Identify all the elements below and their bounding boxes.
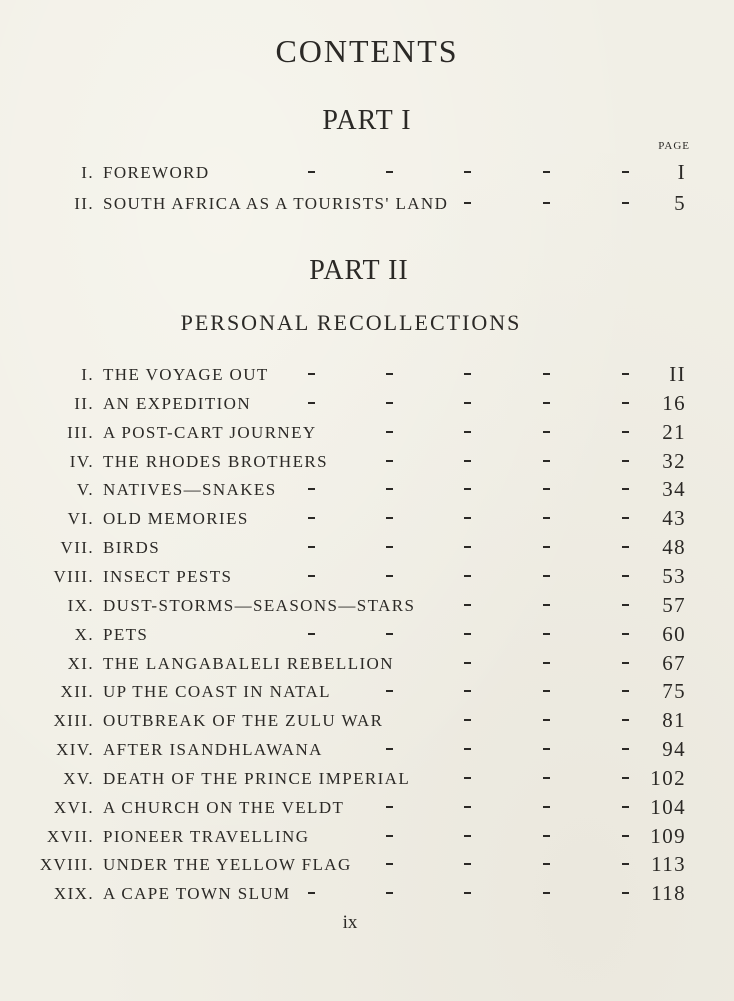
toc-entry[interactable] [0,390,734,422]
leader-dash [543,633,550,635]
leader-dash [622,892,629,894]
chapter-page: 53 [662,563,686,588]
leader-dash [622,633,629,635]
toc-entry[interactable] [0,419,734,451]
chapter-page: 57 [662,592,686,617]
toc-entry[interactable] [0,765,734,797]
leader-dash [543,806,550,808]
leader-dash [464,892,471,894]
chapter-page: 109 [650,823,686,848]
toc-entry[interactable] [0,448,734,480]
chapter-page: 16 [662,390,686,415]
leader-dash [386,835,393,837]
leader-dash [464,835,471,837]
chapter-number: X. [74,624,94,644]
leader-dash [622,604,629,606]
chapter-page: 32 [662,448,686,473]
chapter-title: DUST-STORMS—SEASONS—STARS [103,595,416,615]
chapter-number: XVII. [46,826,94,846]
chapter-page: II [669,362,686,386]
leader-dash [622,373,629,375]
leader-dash [308,517,315,519]
leader-dash [622,546,629,548]
chapter-number: XI. [67,653,94,673]
toc-entry[interactable] [0,708,734,739]
leader-dash [464,777,471,779]
chapter-title: NATIVES—SNAKES [103,480,277,500]
chapter-title: BIRDS [103,538,161,558]
leader-dash [622,690,629,692]
leader-dash [464,202,471,204]
leader-dash [308,546,315,548]
chapter-number: XIII. [53,711,94,731]
leader-dash [543,202,550,204]
leader-dash [622,835,629,837]
chapter-number: XII. [60,682,94,702]
leader-dash [386,690,393,692]
chapter-page: 34 [662,477,686,502]
leader-dash [543,662,550,664]
toc-entry[interactable] [0,650,734,682]
leader-dash [622,431,629,433]
chapter-number: VIII. [53,566,94,586]
leader-dash [464,546,471,548]
chapter-page: 102 [650,765,686,790]
chapter-page: 118 [651,881,686,906]
leader-dash [622,171,629,173]
leader-dash [386,748,393,750]
chapter-number: XV. [63,768,94,788]
leader-dash [386,633,393,635]
toc-entry[interactable] [0,737,734,768]
leader-dash [543,171,550,173]
chapter-number: IV. [69,451,94,471]
leader-dash [386,402,393,404]
chapter-number: VI. [67,509,94,529]
chapter-title: FOREWORD [103,163,210,182]
leader-dash [622,202,629,204]
chapter-page: 5 [674,191,686,215]
leader-dash [386,460,393,462]
chapter-page: 113 [651,852,686,877]
leader-dash [464,575,471,577]
leader-dash [386,806,393,808]
leader-dash [464,460,471,462]
leader-dash [543,546,550,548]
leader-dash [464,690,471,692]
chapter-number: XVIII. [39,855,94,875]
page-number: ix [342,912,358,933]
leader-dash [543,719,550,721]
toc-entry[interactable] [0,592,734,624]
leader-dash [308,373,315,375]
leader-dash [464,402,471,404]
chapter-number: V. [76,480,94,500]
leader-dash [464,604,471,606]
leader-dash [386,431,393,433]
chapter-title: A CHURCH ON THE VELDT [103,797,345,817]
leader-dash [386,546,393,548]
leader-dash [543,402,550,404]
chapter-title: THE RHODES BROTHERS [103,451,328,471]
leader-dash [464,517,471,519]
chapter-number: II. [74,194,94,213]
page-column-label: PAGE [658,140,690,152]
leader-dash [386,892,393,894]
chapter-title: PETS [103,624,149,644]
leader-dash [543,517,550,519]
leader-dash [543,604,550,606]
chapter-title: AFTER ISANDHLAWANA [103,740,323,760]
leader-dash [543,863,550,865]
toc-entry[interactable] [0,852,734,883]
leader-dash [308,633,315,635]
chapter-page: 75 [662,679,686,704]
toc-entry[interactable] [0,679,734,710]
chapter-page: 48 [662,535,686,560]
chapter-title: A CAPE TOWN SLUM [103,884,291,904]
chapter-title: OLD MEMORIES [103,509,249,529]
chapter-title: UP THE COAST IN NATAL [103,682,331,702]
toc-entry[interactable] [0,621,734,653]
toc-entry[interactable] [0,563,734,595]
leader-dash [622,662,629,664]
chapter-number: VII. [60,538,94,558]
chapter-title: UNDER THE YELLOW FLAG [103,855,352,875]
toc-entry[interactable] [0,160,734,191]
chapter-title: SOUTH AFRICA AS A TOURISTS' LAND [103,194,449,213]
chapter-page: I [677,160,686,184]
leader-dash [622,777,629,779]
chapter-number: I. [81,163,94,182]
leader-dash [386,373,393,375]
leader-dash [543,748,550,750]
leader-dash [622,806,629,808]
leader-dash [308,488,315,490]
leader-dash [386,863,393,865]
chapter-number: IX. [67,595,94,615]
leader-dash [543,460,550,462]
chapter-number: I. [81,365,94,384]
leader-dash [622,517,629,519]
leader-dash [464,373,471,375]
leader-dash [543,575,550,577]
part-one-heading: PART I [322,105,412,136]
leader-dash [543,690,550,692]
toc-entry[interactable] [0,362,734,393]
leader-dash [543,431,550,433]
chapter-title: PIONEER TRAVELLING [103,826,310,846]
chapter-title: INSECT PESTS [103,566,233,586]
leader-dash [622,748,629,750]
chapter-number: XVI. [53,797,94,817]
page-title: CONTENTS [275,33,459,69]
toc-entry[interactable] [0,794,734,826]
chapter-number: III. [67,422,94,442]
leader-dash [543,892,550,894]
chapter-page: 94 [662,737,686,762]
leader-dash [543,835,550,837]
leader-dash [386,171,393,173]
chapter-number: XIX. [53,884,94,904]
toc-entry[interactable] [0,477,734,508]
chapter-title: OUTBREAK OF THE ZULU WAR [103,711,384,731]
part-two-subtitle: PERSONAL RECOLLECTIONS [180,310,522,335]
chapter-page: 104 [650,794,686,819]
leader-dash [464,662,471,664]
chapter-page: 81 [662,708,686,733]
toc-entry[interactable] [0,823,734,855]
chapter-title: THE LANGABALELI REBELLION [103,653,394,673]
leader-dash [464,171,471,173]
leader-dash [308,575,315,577]
chapter-number: II. [74,393,94,413]
leader-dash [386,575,393,577]
leader-dash [464,719,471,721]
leader-dash [622,402,629,404]
leader-dash [464,633,471,635]
chapter-page: 60 [662,621,686,646]
leader-dash [543,488,550,490]
chapter-page: 43 [662,506,686,531]
leader-dash [464,748,471,750]
chapter-title: DEATH OF THE PRINCE IMPERIAL [103,768,411,788]
part-two-heading: PART II [309,255,409,286]
leader-dash [622,460,629,462]
chapter-title: THE VOYAGE OUT [103,365,269,384]
leader-dash [386,488,393,490]
leader-dash [308,171,315,173]
leader-dash [464,863,471,865]
chapter-number: XIV. [56,740,94,760]
toc-entry[interactable] [0,535,734,566]
leader-dash [464,806,471,808]
toc-entry[interactable] [0,506,734,537]
toc-entry[interactable] [0,881,734,912]
leader-dash [622,488,629,490]
leader-dash [543,777,550,779]
chapter-title: AN EXPEDITION [103,393,252,413]
leader-dash [386,517,393,519]
toc-entry[interactable] [0,191,734,222]
leader-dash [308,892,315,894]
leader-dash [464,431,471,433]
leader-dash [308,402,315,404]
chapter-title: A POST-CART JOURNEY [103,422,317,442]
chapter-page: 67 [662,650,686,675]
leader-dash [622,863,629,865]
leader-dash [464,488,471,490]
leader-dash [622,575,629,577]
leader-dash [622,719,629,721]
chapter-page: 21 [662,419,686,444]
leader-dash [543,373,550,375]
